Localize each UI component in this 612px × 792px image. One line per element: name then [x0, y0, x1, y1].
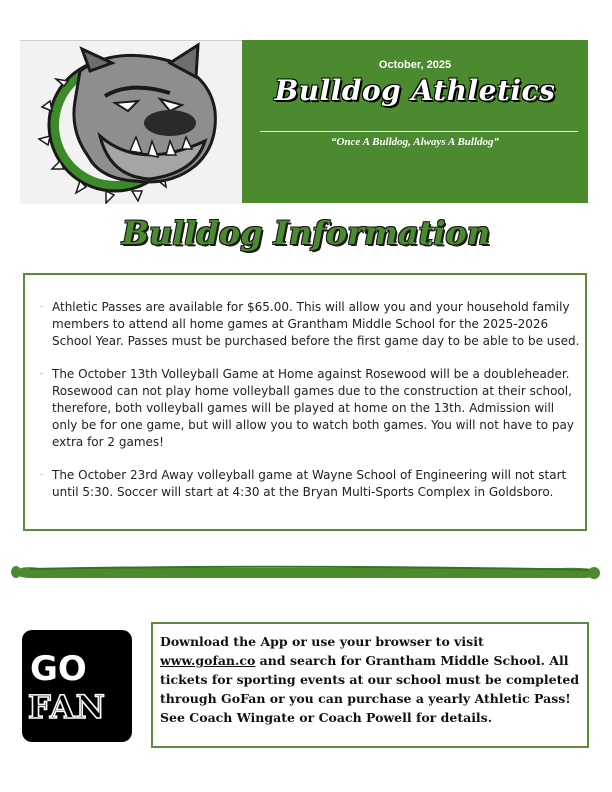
newsletter-title: Bulldog Athletics	[274, 74, 556, 107]
list-item	[40, 299, 580, 350]
bulldog-mascot-icon	[20, 41, 242, 204]
list-item	[40, 467, 580, 501]
banner-divider	[260, 131, 578, 132]
gofan-logo	[22, 630, 132, 742]
bullet-dash-icon: -	[40, 369, 44, 379]
bulldog-logo	[20, 40, 242, 204]
newsletter-date: October, 2025	[378, 59, 452, 71]
gofan-fan-text: FAN	[28, 688, 106, 726]
promo-text-start: Download the App or use your browser to visit	[160, 634, 484, 649]
gofan-go-text: GO	[30, 649, 87, 689]
section-heading: Bulldog Information	[121, 214, 491, 252]
gofan-link[interactable]: www.gofan.co	[160, 653, 256, 668]
list-item-text: The October 23rd Away volleyball game at Wayne School of Engineering will not start until 5:30. Soccer will start at 4:30 at the Bryan Multi-Sports Complex in Goldsboro.	[52, 468, 567, 499]
list-item-text: The October 13th Volleyball Game at Home against Rosewood will be a doubleheader. Rosewood can not play home volleyball games due to the construction at their school, therefore, both volleyball games will be played at home on the 13th. Admission will only be for one game, but will allow you to watch both games. You will not have to pay extra for 2 games!	[52, 367, 574, 449]
promo-box	[151, 622, 589, 748]
list-item-text: Athletic Passes are available for $65.00. This will allow you and your household family members to attend all home games at Grantham Middle School for the 2025-2026 School Year. Passes must be purchased before the first game day to be able to be used.	[52, 300, 580, 348]
info-list	[40, 299, 580, 517]
newsletter-motto: “Once A Bulldog, Always A Bulldog”	[330, 136, 500, 148]
header-banner	[242, 40, 588, 203]
gofan-icon	[22, 630, 132, 742]
brush-divider	[0, 558, 612, 588]
info-box	[23, 273, 587, 531]
promo-text-end: and search for Grantham Middle School. All tickets for sporting events at our school must be completed through GoFan or you can purchase a yearly Athletic Pass! See Coach Wingate or Coach Powell for details.	[160, 653, 580, 725]
bullet-dash-icon: -	[40, 470, 44, 480]
bullet-dash-icon: -	[40, 302, 44, 312]
list-item	[40, 366, 580, 451]
